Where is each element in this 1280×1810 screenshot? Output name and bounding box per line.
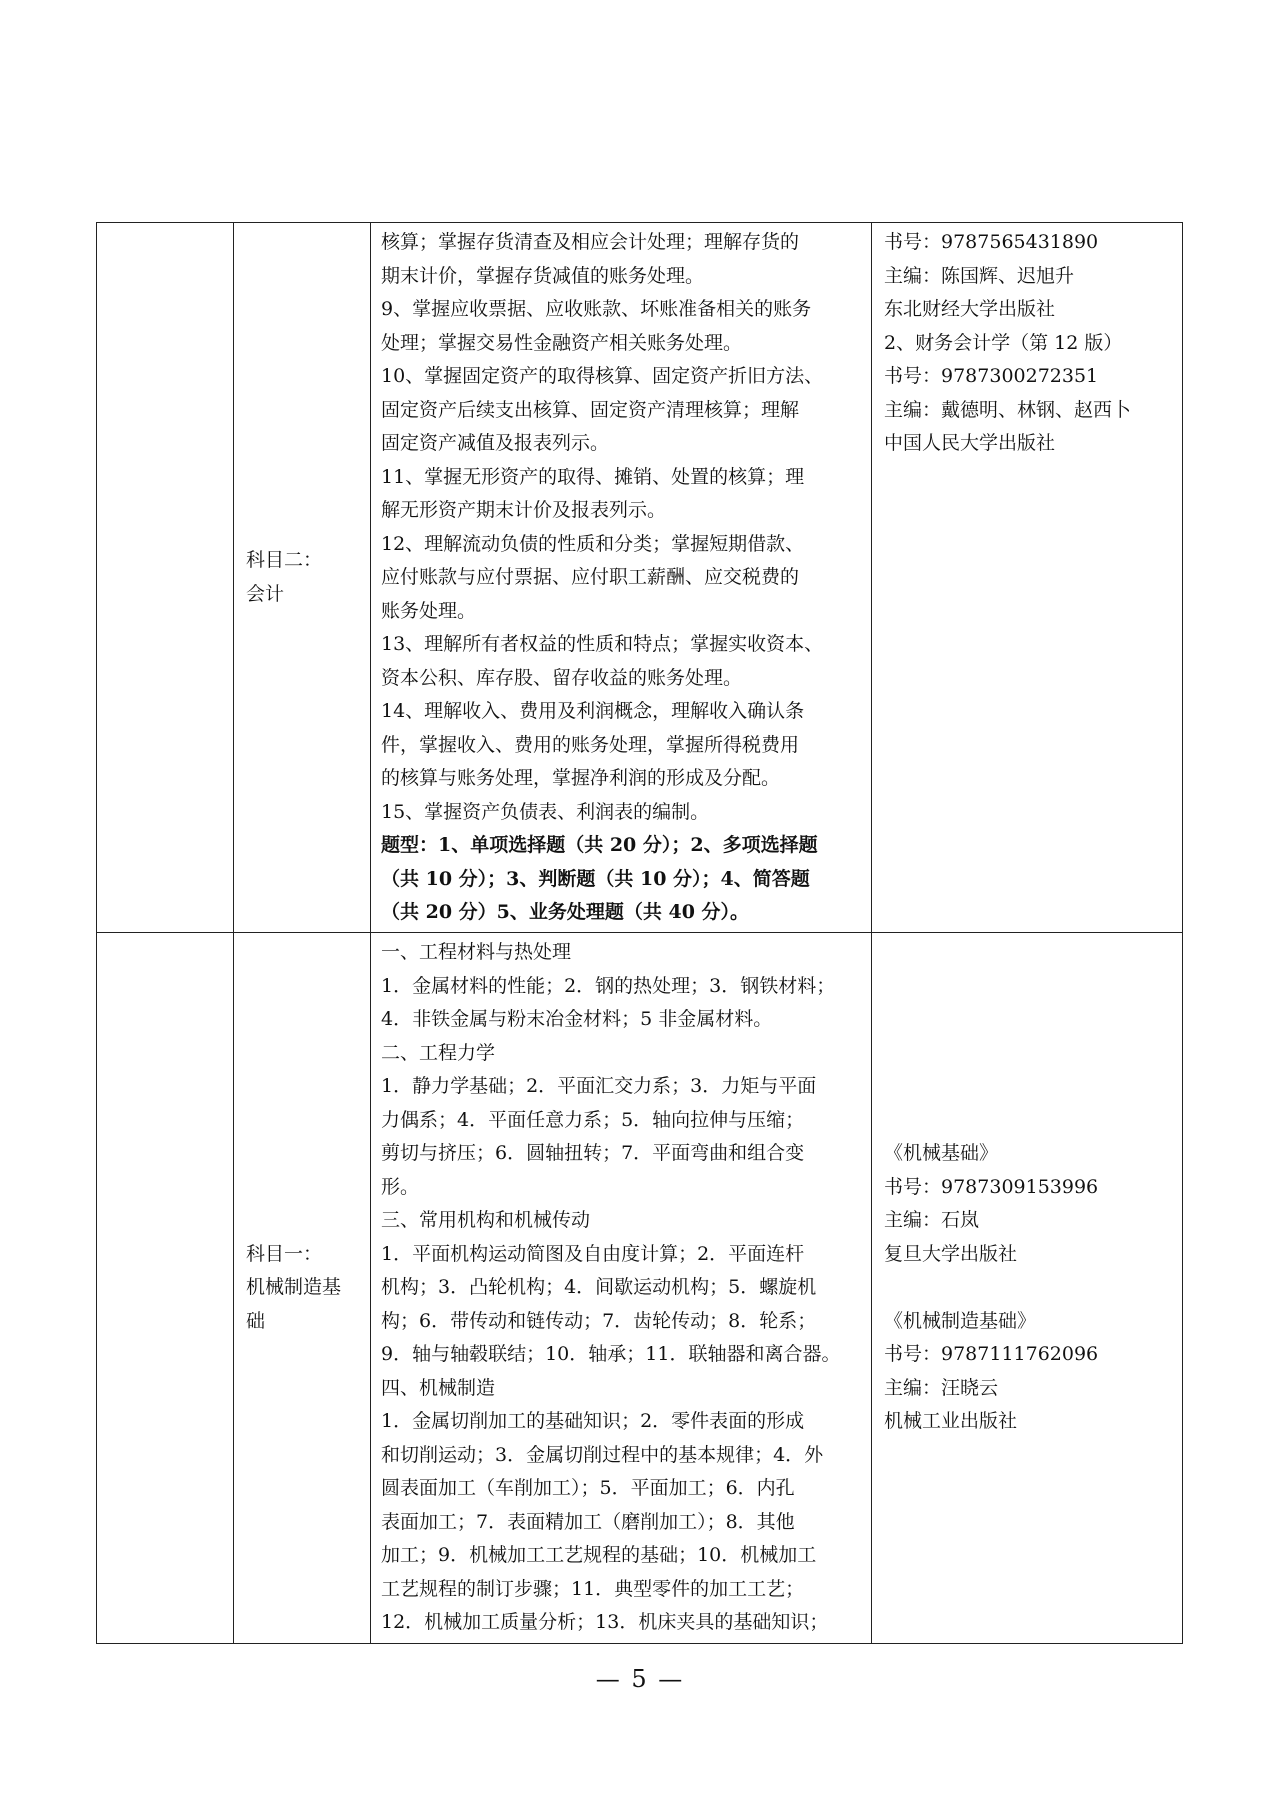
book-line: 书号：9787309153996 [884, 1175, 1099, 1198]
question-type-line: （共 20 分）5、业务处理题（共 40 分）。 [381, 901, 750, 923]
question-type-line: （共 10 分）；3、判断题（共 10 分）；4、简答题 [381, 867, 810, 890]
book-title: 《机械基础》 [884, 1142, 999, 1165]
book-line: 书号：9787300272351 [884, 365, 1099, 387]
book-line: 复旦大学出版社 [884, 1242, 1018, 1265]
content-line: 解无形资产期末计价及报表列示。 [381, 499, 667, 521]
book-line: 主编：陈国辉、迟旭升 [884, 264, 1075, 287]
content-line: 15、掌握资产负债表、利润表的编制。 [381, 800, 710, 823]
content-line: 件，掌握收入、费用的账务处理，掌握所得税费用 [381, 733, 800, 756]
book-line: 书号：9787111762096 [884, 1343, 1099, 1366]
content-line: 14、理解收入、费用及利润概念，理解收入确认条 [381, 700, 805, 722]
content-line: 11、掌握无形资产的取得、摊销、处置的核算；理 [381, 465, 805, 488]
table-row [97, 223, 1183, 933]
content-line: 资本公积、库存股、留存收益的账务处理。 [381, 666, 743, 689]
subject-cell [234, 933, 371, 1644]
content-line: 一、工程材料与热处理 [381, 941, 572, 963]
subject-cell [234, 223, 371, 933]
content-line: 13、理解所有者权益的性质和特点；掌握实收资本、 [381, 633, 824, 655]
subject-line: 科目一： [246, 1242, 323, 1265]
subject-line: 机械制造基 [246, 1276, 342, 1299]
content-line: 圆表面加工（车削加工）；5．平面加工；6．内孔 [381, 1477, 795, 1499]
content-line: 力偶系；4．平面任意力系；5．轴向拉伸与压缩； [381, 1108, 805, 1131]
content-line: 1．静力学基础；2．平面汇交力系；3．力矩与平面 [381, 1075, 817, 1097]
category-cell [97, 223, 234, 933]
content-line: 工艺规程的制订步骤；11．典型零件的加工工艺； [381, 1577, 805, 1600]
content-line: 和切削运动；3．金属切削过程中的基本规律；4．外 [381, 1443, 824, 1466]
book-line: 东北财经大学出版社 [884, 298, 1056, 320]
content-line: 4．非铁金属与粉末冶金材料；5 非金属材料。 [381, 1008, 773, 1030]
book-line: 2、财务会计学（第 12 版） [884, 331, 1123, 354]
book-line: 中国人民大学出版社 [884, 432, 1056, 454]
textbook-cell [872, 933, 1183, 1644]
content-line: 1．金属材料的性能；2．钢的热处理；3．钢铁材料； [381, 974, 836, 997]
content-line: 核算；掌握存货清查及相应会计处理；理解存货的 [381, 231, 800, 253]
content-line: 的核算与账务处理，掌握净利润的形成及分配。 [381, 767, 781, 789]
content-line: 四、机械制造 [381, 1376, 496, 1399]
content-line: 账务处理。 [381, 599, 477, 622]
curriculum-table [96, 222, 1183, 1644]
textbook-cell [872, 223, 1183, 933]
book-line: 主编：戴德明、林钢、赵西卜 [884, 398, 1132, 421]
content-line: 加工；9．机械加工工艺规程的基础；10．机械加工 [381, 1544, 817, 1566]
book-line: 主编：汪晓云 [884, 1376, 999, 1399]
category-cell [97, 933, 234, 1644]
page-number: — 5 — [595, 1665, 685, 1693]
content-line: 形。 [381, 1175, 420, 1198]
content-line: 应付账款与应付票据、应付职工薪酬、应交税费的 [381, 566, 800, 588]
book-line: 主编：石岚 [884, 1209, 980, 1232]
book-spacer [884, 1271, 1174, 1305]
book-title: 《机械制造基础》 [884, 1309, 1037, 1332]
content-line: 表面加工；7．表面精加工（磨削加工）；8．其他 [381, 1510, 795, 1533]
content-line: 构；6．带传动和链传动；7．齿轮传动；8．轮系； [381, 1309, 817, 1332]
table-row [97, 933, 1183, 1644]
content-line: 1．平面机构运动简图及自由度计算；2．平面连杆 [381, 1242, 805, 1265]
content-line: 二、工程力学 [381, 1041, 496, 1064]
content-line: 10、掌握固定资产的取得核算、固定资产折旧方法、 [381, 365, 824, 387]
content-line: 期末计价，掌握存货减值的账务处理。 [381, 264, 705, 287]
content-line: 12．机械加工质量分析；13．机床夹具的基础知识； [381, 1611, 829, 1633]
content-line: 剪切与挤压；6．圆轴扭转；7．平面弯曲和组合变 [381, 1142, 805, 1164]
content-line: 12、理解流动负债的性质和分类；掌握短期借款、 [381, 532, 805, 555]
subject-line: 会计 [246, 582, 285, 605]
content-line: 9．轴与轴毂联结；10．轴承；11．联轴器和离合器。 [381, 1343, 841, 1365]
book-line: 机械工业出版社 [884, 1410, 1018, 1433]
content-line: 1．金属切削加工的基础知识；2．零件表面的形成 [381, 1410, 805, 1432]
content-cell [371, 933, 872, 1644]
content-line: 机构；3．凸轮机构；4．间歇运动机构；5．螺旋机 [381, 1276, 817, 1298]
content-line: 固定资产减值及报表列示。 [381, 432, 610, 454]
content-line: 处理；掌握交易性金融资产相关账务处理。 [381, 331, 743, 354]
content-cell [371, 223, 872, 933]
book-line: 书号：9787565431890 [884, 231, 1099, 253]
content-line: 三、常用机构和机械传动 [381, 1209, 591, 1231]
question-type-line: 题型：1、单项选择题（共 20 分）；2、多项选择题 [381, 834, 818, 856]
subject-line: 础 [246, 1309, 266, 1332]
subject-line: 科目二： [246, 549, 323, 571]
content-line: 9、掌握应收票据、应收账款、坏账准备相关的账务 [381, 298, 812, 320]
content-line: 固定资产后续支出核算、固定资产清理核算；理解 [381, 398, 800, 421]
